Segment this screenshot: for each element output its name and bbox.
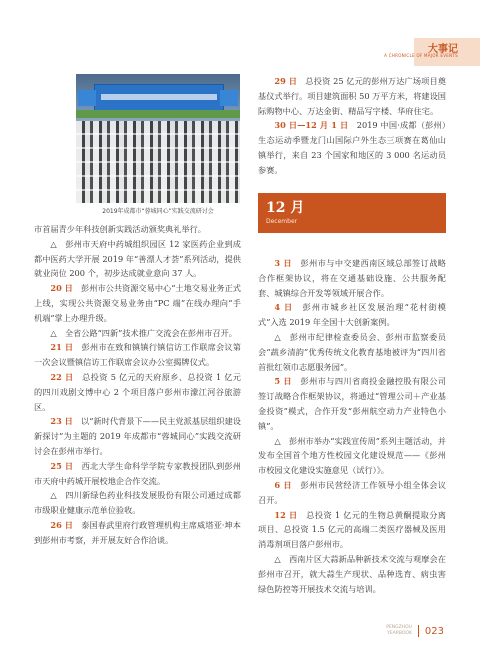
entry-text: 彭州市公共资源交易中心“土地交易业务正式上线，实现公共资源交易业务由“PC 端”在线办理向“手机端”掌上办理升级。 bbox=[34, 283, 241, 323]
footer-brand-line1: PENGZHOU bbox=[386, 625, 412, 630]
side-screen-left bbox=[78, 90, 96, 106]
entry-paragraph bbox=[258, 478, 446, 508]
entry-paragraph bbox=[258, 434, 446, 478]
entry-paragraph bbox=[258, 508, 446, 552]
entry-text: 2019 中国·成都（彭州）生态运动季暨龙门山国际户外生态三项赛在葛仙山镇举行，来自 23 个国家和地区的 3 000 名运动员参赛。 bbox=[258, 120, 446, 175]
entry-date: 12 日 bbox=[274, 509, 298, 520]
audience-rows bbox=[76, 121, 240, 203]
entry-paragraph bbox=[34, 488, 241, 518]
footer-brand-line2: YEARBOOK bbox=[387, 631, 412, 636]
entry-date: 3 日 bbox=[274, 258, 292, 268]
entry-text: 西北大学生命科学学院专家教授团队到彭州市天府中药城开展校地企合作交流。 bbox=[34, 460, 241, 486]
right-column-november bbox=[258, 74, 446, 178]
entry-text: 泰国春武里府行政管理机构主席威塔亚·坤本到彭州市考察，并开展友好合作洽谈。 bbox=[34, 519, 241, 545]
section-subtitle: A CHRONICLE OF MAJOR EVENTS bbox=[384, 53, 458, 58]
entry-paragraph bbox=[258, 374, 446, 433]
left-column bbox=[34, 222, 241, 548]
entry-text: 彭州市在致和镇镇行镇信访工作联席会议第一次会议暨镇信访工作联席会议办公室揭牌仪式。 bbox=[34, 342, 241, 368]
entry-date: 21 日 bbox=[50, 342, 74, 353]
entry-text: △ 彭州市天府中药城组织园区 12 家医药企业到成都中医药大学开展 2019 年“善漂人才荟”系列活动，提供就业岗位 200 个，初步达成就业意向 37 人。 bbox=[34, 238, 241, 279]
footer-divider bbox=[418, 625, 419, 637]
entry-text: △ 全省公路“四新”技术推广交流会在彭州市召开。 bbox=[50, 327, 237, 338]
entry-paragraph bbox=[34, 414, 241, 458]
entry-paragraph bbox=[34, 340, 241, 370]
entry-date: 30 日—12 月 1 日 bbox=[274, 120, 349, 131]
entry-date: 6 日 bbox=[274, 479, 292, 490]
stage-screen bbox=[94, 84, 224, 112]
entry-date: 26 日 bbox=[50, 519, 73, 530]
footer-brand bbox=[386, 625, 412, 637]
page-number: 023 bbox=[424, 625, 444, 637]
month-subtitle: December bbox=[266, 218, 298, 225]
entry-paragraph bbox=[34, 459, 241, 489]
entry-text: △ 彭州市纪律检查委员会、彭州市监察委员会“蔬乡清韵”优秀传统文化教育基地被评为“四川省首批红领巾志愿服务园”。 bbox=[258, 331, 446, 372]
entry-text: 市首届青少年科技创新实践活动颁奖典礼举行。 bbox=[34, 224, 206, 234]
entry-text: △ 四川新绿色药业科技发展股份有限公司通过成都市级职业健康示范单位验收。 bbox=[34, 490, 241, 516]
entry-date: 25 日 bbox=[50, 460, 74, 471]
entry-paragraph bbox=[34, 370, 241, 414]
photo-caption: 2019年成都市“蓉城同心”实践交流研讨会 bbox=[102, 208, 214, 215]
entry-text: △ 西南片区大蒜新品种新技术交流与观摩会在彭州市召开，就大蒜生产现状、品种选育、病虫害绿色防控等开展技术交流与培训。 bbox=[258, 553, 446, 594]
entry-text: 总投资 1 亿元的生物总黄酮提取分离项目、总投资 1.5 亿元的高端二类医疗器械及医用消毒剂项目落户彭州市。 bbox=[258, 509, 446, 550]
side-screen-right bbox=[220, 90, 238, 106]
entry-paragraph bbox=[34, 222, 241, 237]
entry-text: 总投资 25 亿元的彭州万达广场项目奠基仪式举行。项目建筑面积 50 万平方米，将建设国际购物中心、万达金街、精品写字楼、华府住宅。 bbox=[258, 76, 446, 116]
entry-paragraph bbox=[258, 74, 446, 118]
entry-date: 22 日 bbox=[50, 371, 74, 382]
entry-paragraph bbox=[34, 518, 241, 548]
entry-date: 20 日 bbox=[50, 283, 73, 294]
entry-paragraph bbox=[34, 237, 241, 281]
entry-text: △ 彭州市举办“实践宣传周”系列主题活动，并发布全国首个地方性校园文化建设规范——《彭州市校园文化建设实施意见（试行）》。 bbox=[258, 435, 446, 476]
entry-paragraph bbox=[258, 552, 446, 596]
entry-date: 23 日 bbox=[50, 416, 73, 427]
stage-plants bbox=[76, 110, 240, 118]
entry-paragraph bbox=[258, 330, 446, 374]
entry-paragraph bbox=[258, 300, 446, 330]
entry-date: 29 日 bbox=[274, 76, 298, 86]
right-column-december bbox=[258, 256, 446, 596]
month-banner bbox=[258, 193, 446, 233]
entry-paragraph bbox=[258, 256, 446, 300]
entry-paragraph bbox=[34, 281, 241, 325]
entry-text: 彭州市与中交建西南区域总部签订战略合作框架协议，将在交通基础设施、公共服务配套、城镇综合开发等领域开展合作。 bbox=[258, 258, 446, 298]
entry-text: 彭州市城乡社区发展治理“花村街模式”入选 2019 年全国十大创新案例。 bbox=[258, 302, 446, 328]
month-title: 12 月 bbox=[266, 200, 305, 216]
event-photo bbox=[76, 74, 240, 203]
entry-text: 彭州市与四川省商投金融控股有限公司签订战略合作框架协议，将通过“管理公司＋产业基金投资”模式，合作开发“彭州航空动力产业特色小镇”。 bbox=[258, 376, 446, 431]
entry-text: 以“新时代背景下——民主党派基层组织建设新探讨”为主题的 2019 年成都市“蓉城同心”实践交流研讨会在彭州市举行。 bbox=[34, 416, 241, 456]
section-title: 大事记 bbox=[428, 44, 458, 55]
entry-date: 4 日 bbox=[274, 302, 294, 313]
entry-text: 总投资 5 亿元的天府原乡、总投资 1 亿元的四川戏剧文博中心 2 个项目落户彭州市濛江河谷旅游区。 bbox=[34, 371, 241, 412]
entry-paragraph bbox=[258, 118, 446, 177]
entry-text: 彭州市民营经济工作领导小组全体会议召开。 bbox=[258, 479, 446, 505]
page-footer bbox=[386, 625, 444, 637]
entry-date: 5 日 bbox=[274, 376, 292, 387]
entry-paragraph bbox=[34, 326, 241, 341]
